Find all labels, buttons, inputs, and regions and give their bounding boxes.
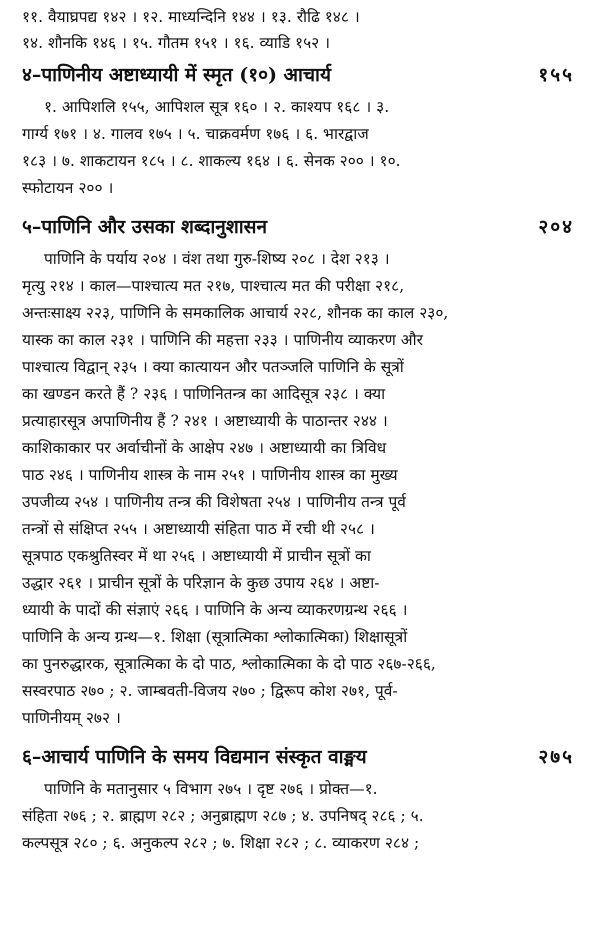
text-line: तन्त्रों से संक्षिप्त २५५ । अष्टाध्यायी संहिता पाठ में रची थी २५८ । bbox=[22, 520, 375, 538]
text-line: ध्यायी के पादों की संज्ञाएं २६६ । पाणिनि के अन्य व्याकरणग्रन्थ २६६ । bbox=[22, 601, 408, 619]
section-heading bbox=[22, 742, 588, 772]
text-line: १८३ । ७. शाकटायन १८५ । ८. शाकल्य १६४ । ६. सेनक २०० । १०. bbox=[22, 152, 401, 170]
text-line: सूत्रपाठ एकश्रुतिस्वर में था २५६ । अष्टाध्यायी में प्राचीन सूत्रों का bbox=[22, 547, 371, 565]
text-line: उद्धार २६१ । प्राचीन सूत्रों के परिज्ञान के कुछ उपाय २६४ । अष्टा- bbox=[22, 574, 380, 592]
text-line: पाठ २४६ । पाणिनीय शास्त्र के नाम २५१ । पाणिनीय शास्त्र का मुख्य bbox=[22, 466, 398, 484]
section-page-number: २०४ bbox=[538, 216, 574, 238]
text-line: गार्ग्य १७१ । ४. गालव १७५ । ५. चाक्रवर्मण १७६ । ६. भारद्वाज bbox=[22, 125, 369, 143]
text-line: उपजीव्य २५४ । पाणिनीय तन्त्र की विशेषता २५४ । पाणिनीय तन्त्र पूर्व bbox=[22, 493, 406, 511]
section-heading bbox=[22, 60, 588, 90]
section-heading bbox=[22, 212, 588, 242]
text-line: १. आपिशलि १५५, आपिशल सूत्र १६० । २. काश्यप १६८ । ३. bbox=[44, 98, 390, 116]
text-line: पाणिनीयम् २७२ । bbox=[22, 709, 121, 727]
section-4 bbox=[22, 60, 588, 202]
text-line: का खण्डन करते हैं ? २३६ । पाणिनितन्त्र का आदिसूत्र २३८ । क्या bbox=[22, 385, 386, 403]
text-line: संहिता २७६ ; २. ब्राह्मण २८२ ; अनुब्राह्मण २८७ ; ४. उपनिषद् २८६ ; ५. bbox=[22, 807, 424, 825]
section-6 bbox=[22, 742, 588, 857]
text-line: पाणिनि के अन्य ग्रन्थ—१. शिक्षा (सूत्रात्मिका श्लोकात्मिका) शिक्षासूत्रों bbox=[22, 628, 408, 646]
text-line: पाश्चात्य विद्वान् २३५ । क्या कात्यायन और पतञ्जलि पाणिनि के सूत्रों bbox=[22, 358, 404, 376]
section-page-number: २७५ bbox=[538, 746, 574, 768]
text-line: का पुनरुद्धारक, सूत्रात्मिका के दो पाठ, श्लोकात्मिका के दो पाठ २६७-२६६, bbox=[22, 655, 436, 673]
text-line: प्रत्याहारसूत्र अपाणिनीय हैं ? २४१ । अष्टाध्यायी के पाठान्तर २४४ । bbox=[22, 412, 388, 430]
intro-block bbox=[22, 4, 588, 56]
section-5 bbox=[22, 212, 588, 732]
text-line: पाणिनि के मतानुसार ५ विभाग २७५ । दृष्ट २७६ । प्रोक्त—१. bbox=[44, 780, 378, 798]
section-title: ६–आचार्य पाणिनि के समय विद्यमान संस्कृत वाङ्मय bbox=[22, 746, 367, 768]
text-line: पाणिनि के पर्याय २०४ । वंश तथा गुरु-शिष्य २०८ । देश २१३ । bbox=[44, 250, 390, 268]
text-line: अन्तःसाक्ष्य २२३, पाणिनि के समकालिक आचार्य २२८, शौनक का काल २३०, bbox=[22, 304, 449, 322]
text-line: कल्पसूत्र २८० ; ६. अनुकल्प २८२ ; ७. शिक्षा २८२ ; ८. व्याकरण २८४ ; bbox=[22, 834, 420, 852]
section-title: ५–पाणिनि और उसका शब्दानुशासन bbox=[22, 216, 268, 238]
text-line: काशिकाकार पर अर्वाचीनों के आक्षेप २४७ । अष्टाध्यायी का त्रिविध bbox=[22, 439, 387, 457]
text-line: ११. वैयाघ्रपद्य १४२ । १२. माध्यन्दिनि १४४ । १३. रौढि १४८ । bbox=[22, 8, 360, 26]
text-line: यास्क का काल २३१ । पाणिनि की महत्ता २३३ । पाणिनीय व्याकरण और bbox=[22, 331, 423, 349]
text-line: मृत्यु २१४ । काल—पाश्चात्य मत २१७, पाश्चात्य मत की परीक्षा २१८, bbox=[22, 277, 405, 295]
text-line: स्फोटायन २०० । bbox=[22, 179, 114, 197]
section-page-number: १५५ bbox=[538, 64, 574, 86]
section-title: ४–पाणिनीय अष्टाध्यायी में स्मृत (१०) आचार्य bbox=[22, 64, 331, 86]
text-line: १४. शौनकि १४६ । १५. गौतम १५१ । १६. व्याडि १५२ । bbox=[22, 34, 331, 52]
text-line: सस्वरपाठ २७० ; २. जाम्बवती-विजय २७० ; द्विरूप कोश २७१, पूर्व- bbox=[22, 682, 398, 700]
